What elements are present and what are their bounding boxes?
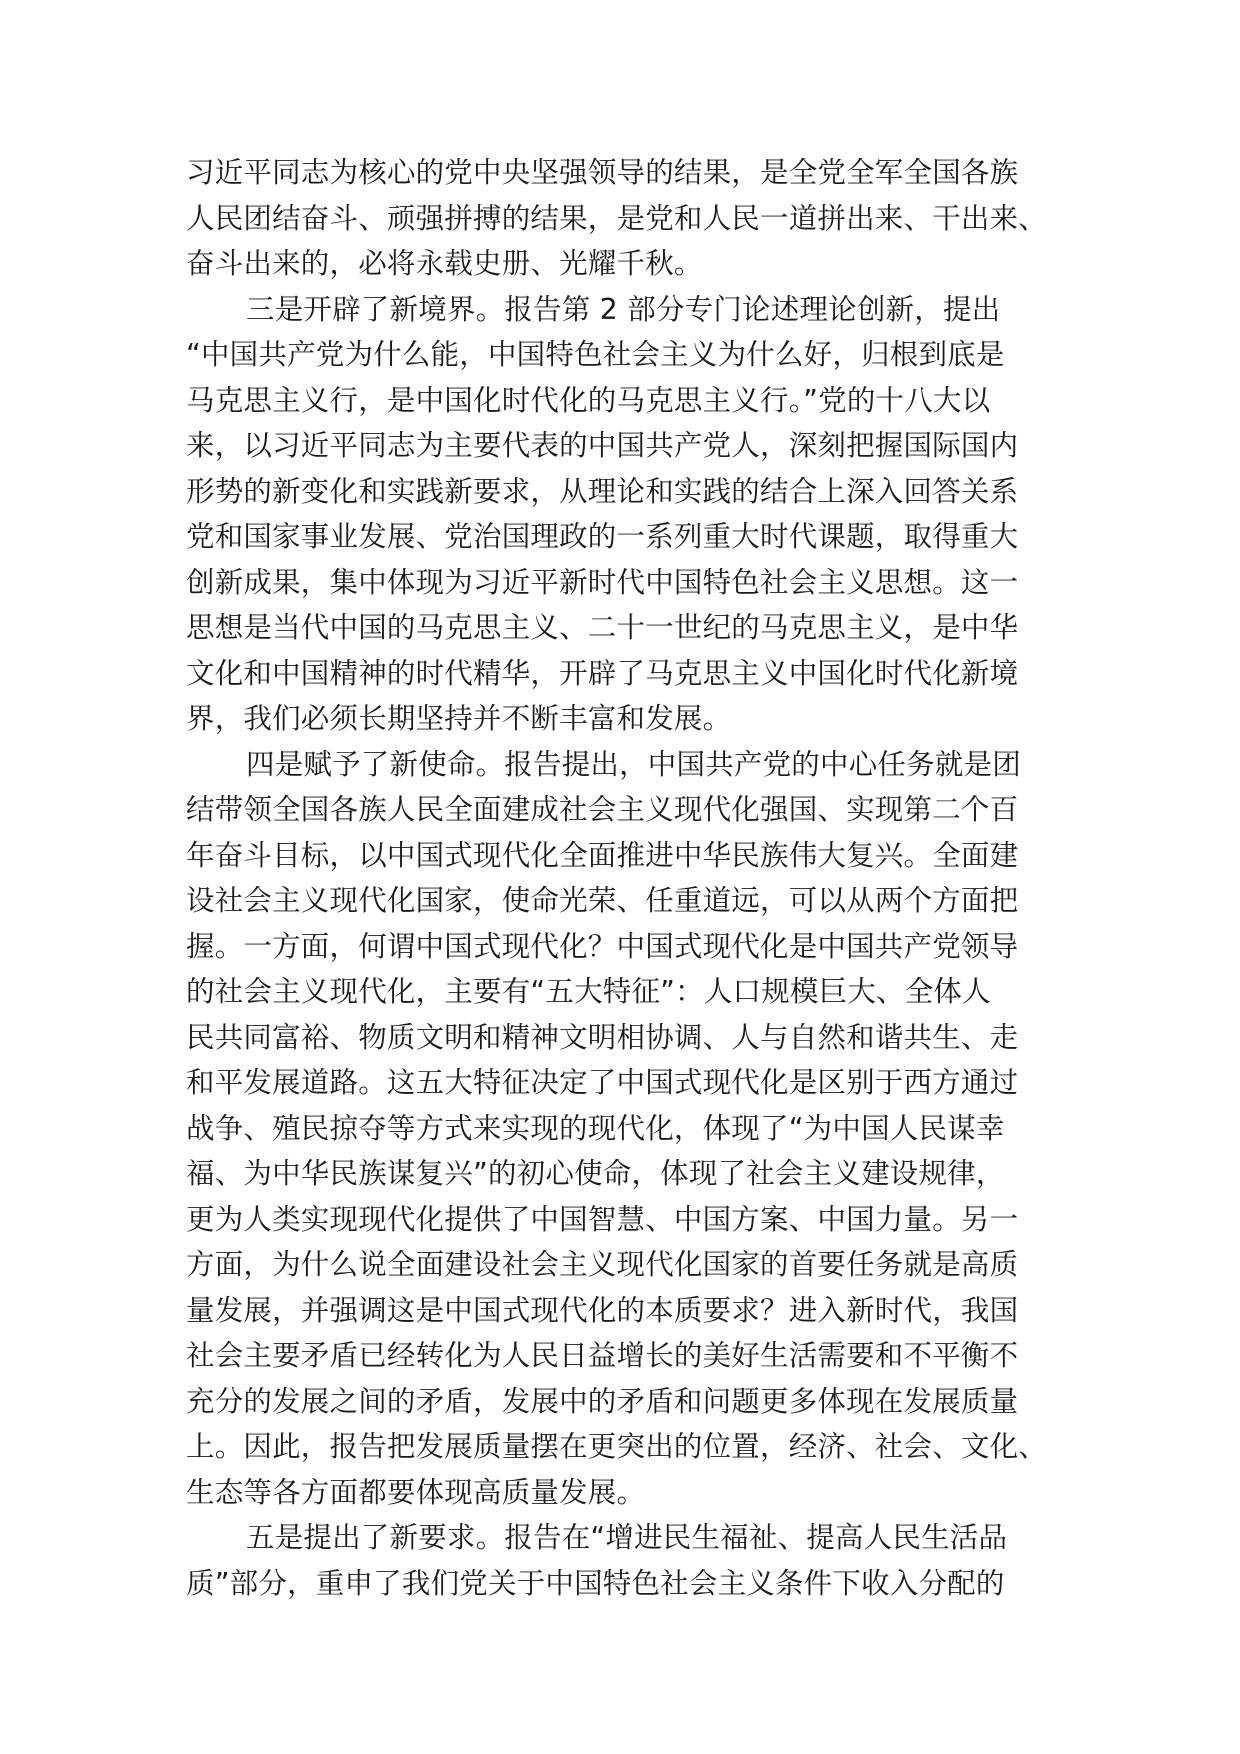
paragraph-start-line: 五是提出了新要求。报告在“增进民生福祉、提高人民生活品: [246, 1521, 1008, 1554]
text-line: 社会主要矛盾已经转化为人民日益增长的美好生活需要和不平衡不: [186, 1339, 1019, 1372]
text-line: 民共同富裕、物质文明和精神文明相协调、人与自然和谐共生、走: [186, 1020, 1019, 1054]
text-line: 界，我们必须长期坚持并不断丰富和发展。: [186, 702, 732, 735]
text-line: 充分的发展之间的矛盾，发展中的矛盾和问题更多体现在发展质量: [186, 1384, 1019, 1418]
text-line: 创新成果，集中体现为习近平新时代中国特色社会主义思想。这一: [186, 565, 1019, 599]
text-line: 战争、殖民掠夺等方式来实现的现代化，体现了“为中国人民谋幸: [186, 1111, 1005, 1145]
text-line: 福、为中华民族谋复兴”的初心使命，体现了社会主义建设规律，: [186, 1157, 1005, 1190]
text-line: 和平发展道路。这五大特征决定了中国式现代化是区别于西方通过: [186, 1066, 1019, 1099]
text-line: 党和国家事业发展、党治国理政的一系列重大时代课题，取得重大: [186, 520, 1019, 553]
text-line: 生态等各方面都要体现高质量发展。: [186, 1475, 646, 1509]
text-line: 更为人类实现现代化提供了中国智慧、中国方案、中国力量。另一: [186, 1202, 1019, 1236]
text-line: 习近平同志为核心的党中央坚强领导的结果，是全党全军全国各族: [186, 156, 1019, 189]
text-line: 上。因此，报告把发展质量摆在更突出的位置，经济、社会、文化、: [186, 1430, 1048, 1463]
paragraph-start-line: 四是赋予了新使命。报告提出，中国共产党的中心任务就是团: [246, 747, 1021, 781]
text-line: 来，以习近平同志为主要代表的中国共产党人，深刻把握国际国内: [186, 429, 1019, 462]
text-line: 年奋斗目标，以中国式现代化全面推进中华民族伟大复兴。全面建: [186, 838, 1019, 872]
text-line: 方面，为什么说全面建设社会主义现代化国家的首要任务就是高质: [186, 1248, 1019, 1281]
paragraph-start-line: 三是开辟了新境界。报告第 2 部分专门论述理论创新，提出: [246, 292, 1001, 326]
text-line: 握。一方面，何谓中国式现代化？中国式现代化是中国共产党领导: [186, 929, 1019, 963]
text-line: 形势的新变化和实践新要求，从理论和实践的结合上深入回答关系: [186, 474, 1019, 508]
text-line: 奋斗出来的，必将永载史册、光耀千秋。: [186, 247, 703, 280]
text-line: 质”部分，重申了我们党关于中国特色社会主义条件下收入分配的: [186, 1566, 1005, 1600]
text-line: 文化和中国精神的时代精华，开辟了马克思主义中国化时代化新境: [186, 656, 1019, 690]
text-line: 人民团结奋斗、顽强拼搏的结果，是党和人民一道拼出来、干出来、: [186, 201, 1048, 235]
text-line: 马克思主义行，是中国化时代化的马克思主义行。”党的十八大以: [186, 383, 991, 417]
text-line: 量发展，并强调这是中国式现代化的本质要求？进入新时代，我国: [186, 1293, 1019, 1327]
text-line: 结带领全国各族人民全面建成社会主义现代化强国、实现第二个百: [186, 793, 1019, 826]
text-line: 的社会主义现代化，主要有“五大特征”：人口规模巨大、全体人: [186, 975, 991, 1008]
text-line: “中国共产党为什么能，中国特色社会主义为什么好，归根到底是: [186, 338, 1005, 371]
text-line: 思想是当代中国的马克思主义、二十一世纪的马克思主义，是中华: [186, 611, 1019, 644]
text-line: 设社会主义现代化国家，使命光荣、任重道远，可以从两个方面把: [186, 884, 1019, 917]
document-body: [186, 150, 1066, 1606]
